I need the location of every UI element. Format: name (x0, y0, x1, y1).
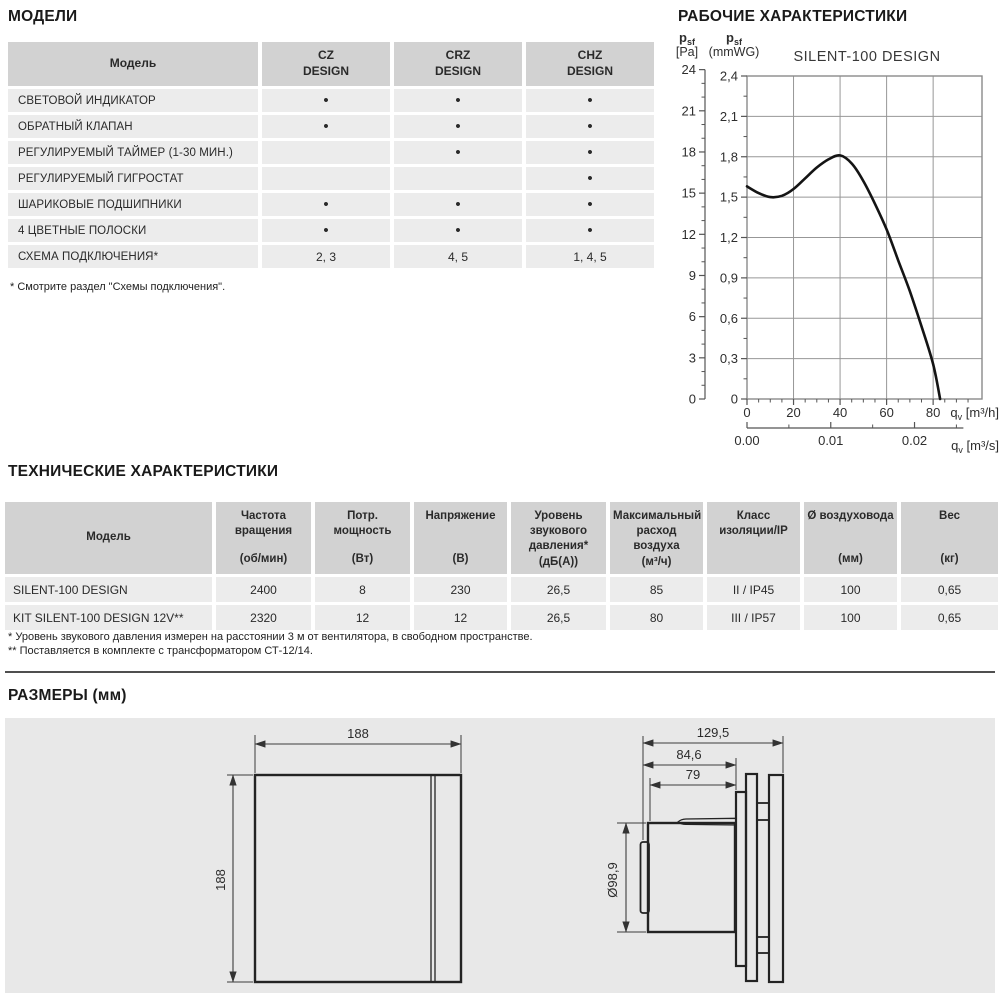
tech-table (5, 502, 998, 630)
models-row-value: • (262, 219, 390, 242)
models-title: МОДЕЛИ (8, 8, 78, 25)
section-divider (5, 671, 995, 673)
front-width-label: 188 (347, 726, 369, 741)
models-row-value: • (262, 193, 390, 216)
svg-text:24: 24 (681, 62, 696, 78)
svg-text:18: 18 (681, 144, 696, 160)
svg-text:1,2: 1,2 (719, 230, 738, 245)
svg-text:80: 80 (925, 405, 941, 420)
svg-text:0: 0 (688, 391, 696, 407)
models-header-col: CRZ DESIGN (394, 42, 522, 86)
svg-text:0.01: 0.01 (818, 433, 844, 448)
body-back-wall (746, 774, 757, 981)
tech-header-cell: Ø воздуховода (мм) (804, 502, 897, 574)
svg-text:0,6: 0,6 (719, 310, 738, 326)
models-row-value: • (526, 193, 654, 216)
models-header-col: CHZ DESIGN (526, 42, 654, 86)
models-footnote: * Смотрите раздел "Схемы подключения". (10, 281, 226, 293)
svg-text:21: 21 (681, 103, 696, 119)
models-row-value: • (262, 115, 390, 138)
performance-title: РАБОЧИЕ ХАРАКТЕРИСТИКИ (678, 8, 908, 25)
svg-text:1,8: 1,8 (719, 149, 738, 165)
tech-header-cell: Потр. мощность (Вт) (315, 502, 410, 574)
y-axis-pa-unit: [Pa] (675, 45, 699, 59)
svg-text:0: 0 (730, 391, 738, 407)
spacer-top (757, 803, 769, 820)
svg-text:0.02: 0.02 (901, 433, 928, 448)
svg-text:2,1: 2,1 (719, 108, 738, 124)
svg-text:0: 0 (743, 405, 751, 420)
tech-header-cell: Вес (кг) (901, 502, 998, 574)
tech-cell: 0,65 (901, 605, 998, 630)
tech-cell: 100 (804, 577, 897, 602)
svg-text:12: 12 (681, 226, 696, 242)
chart-plot-area (682, 62, 982, 448)
performance-chart (665, 28, 1000, 460)
svg-text:60: 60 (879, 405, 894, 420)
tech-cell: II / IP45 (707, 577, 800, 602)
tech-header-cell: Максимальный расход воздуха (м³/ч) (610, 502, 703, 574)
models-row-value: • (394, 89, 522, 112)
tech-footnote-1: * Уровень звукового давления измерен на расстоянии 3 м от вентилятора, в свободном пространстве. (8, 631, 533, 643)
tech-cell: 2320 (216, 605, 311, 630)
dimensions-panel (5, 718, 995, 993)
models-row-value: • (526, 89, 654, 112)
svg-text:0,3: 0,3 (719, 351, 738, 367)
tech-cell: 26,5 (511, 605, 606, 630)
models-row-label: ШАРИКОВЫЕ ПОДШИПНИКИ (8, 193, 258, 216)
models-row-value (394, 167, 522, 190)
models-row-value: • (394, 141, 522, 164)
front-view (213, 726, 461, 982)
tech-cell: 80 (610, 605, 703, 630)
dimension-drawings (5, 718, 995, 993)
dimensions-title: РАЗМЕРЫ (мм) (8, 687, 127, 704)
models-row-value: 4, 5 (394, 245, 522, 268)
svg-text:9: 9 (688, 267, 696, 283)
models-row-value: • (526, 219, 654, 242)
svg-text:0,9: 0,9 (719, 270, 738, 286)
models-row-label: 4 ЦВЕТНЫЕ ПОЛОСКИ (8, 219, 258, 242)
y-axis-mmwg-unit: (mmWG) (708, 45, 760, 59)
tech-title: ТЕХНИЧЕСКИЕ ХАРАКТЕРИСТИКИ (8, 463, 279, 480)
models-row-value: • (394, 115, 522, 138)
tech-header-cell: Напряжение (В) (414, 502, 507, 574)
tech-header-cell: Уровень звукового давления* (дБ(А)) (511, 502, 606, 574)
svg-text:1,5: 1,5 (719, 189, 738, 205)
models-header-col: CZ DESIGN (262, 42, 390, 86)
svg-text:0.00: 0.00 (734, 433, 760, 448)
tech-cell: 100 (804, 605, 897, 630)
models-row-value: 2, 3 (262, 245, 390, 268)
front-cover (769, 775, 783, 982)
models-row-label: СВЕТОВОЙ ИНДИКАТОР (8, 89, 258, 112)
side-duct-length-label: 79 (685, 767, 701, 782)
tech-header-cell: Частота вращения (об/мин) (216, 502, 311, 574)
side-body-depth-label: 84,6 (676, 747, 702, 762)
svg-text:3: 3 (688, 350, 696, 366)
front-panel-outline (255, 775, 461, 982)
y-axis-pa-symbol: $p_{sf}$ (679, 30, 695, 47)
models-row-value (262, 167, 390, 190)
models-row-value (262, 141, 390, 164)
models-row-label: ОБРАТНЫЙ КЛАПАН (8, 115, 258, 138)
models-row-value: • (526, 115, 654, 138)
x-axis-unit-m3s: $q_v$ [m³/s] (951, 438, 999, 455)
svg-text:6: 6 (688, 309, 696, 325)
models-row-label: РЕГУЛИРУЕМЫЙ ГИГРОСТАТ (8, 167, 258, 190)
x-axis-unit-m3h: $q_v$ [m³/h] (950, 405, 999, 422)
models-row-value: • (262, 89, 390, 112)
side-total-depth-label: 129,5 (696, 725, 730, 740)
models-row-label: РЕГУЛИРУЕМЫЙ ТАЙМЕР (1-30 МИН.) (8, 141, 258, 164)
duct-outline (648, 823, 735, 932)
tech-cell: 230 (414, 577, 507, 602)
side-view (605, 725, 783, 982)
tech-cell: III / IP57 (707, 605, 800, 630)
tech-footnote-2: ** Поставляется в комплекте с трансформатором СТ-12/14. (8, 645, 313, 657)
tech-cell: 12 (414, 605, 507, 630)
svg-text:15: 15 (681, 185, 696, 201)
models-row-value: • (526, 167, 654, 190)
tech-cell: 26,5 (511, 577, 606, 602)
y-axis-mmwg-symbol: $p_{sf}$ (726, 30, 742, 47)
models-table (8, 42, 654, 268)
mounting-plate (736, 792, 746, 966)
chart-title: SILENT-100 DESIGN (793, 49, 941, 65)
tech-row-label: KIT SILENT-100 DESIGN 12V** (5, 605, 212, 630)
tech-header-cell: Класс изоляции/IP (707, 502, 800, 574)
models-row-value: 1, 4, 5 (526, 245, 654, 268)
tech-row-label: SILENT-100 DESIGN (5, 577, 212, 602)
svg-text:2,4: 2,4 (719, 68, 738, 84)
models-row-value: • (394, 193, 522, 216)
tech-header-cell: Модель (5, 502, 212, 574)
models-row-value: • (394, 219, 522, 242)
front-height-label: 188 (213, 869, 228, 891)
svg-text:20: 20 (786, 405, 801, 420)
models-row-label: СХЕМА ПОДКЛЮЧЕНИЯ* (8, 245, 258, 268)
tech-cell: 85 (610, 577, 703, 602)
models-header-model: Модель (8, 42, 258, 86)
side-duct-diameter-label: Ø98,9 (605, 862, 620, 898)
models-row-value: • (526, 141, 654, 164)
tech-cell: 0,65 (901, 577, 998, 602)
svg-text:40: 40 (832, 405, 848, 420)
tech-cell: 8 (315, 577, 410, 602)
spacer-bottom (757, 937, 769, 953)
tech-cell: 2400 (216, 577, 311, 602)
tech-cell: 12 (315, 605, 410, 630)
